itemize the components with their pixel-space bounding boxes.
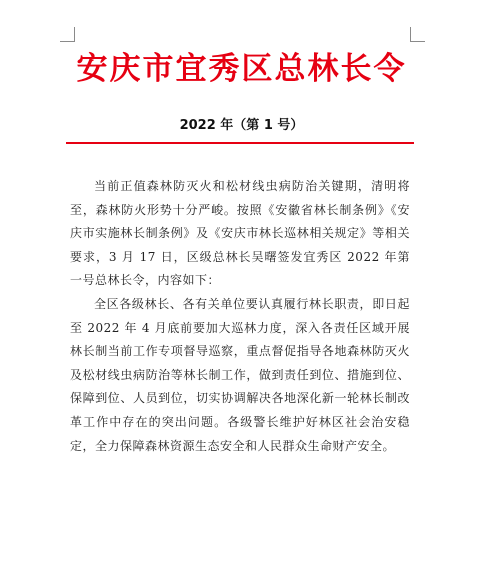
- document-body: [70, 175, 410, 458]
- body-paragraph-1: 当前正值森林防灭火和松材线虫病防治关键期，清明将至，森林防火形势十分严峻。按照《安徽省林长制条例》《安庆市实施林长制条例》及《安庆市林长巡林相关规定》等相关要求，3 月 17 日，区级总林长吴曙签发宜秀区 2022 年第一号总林长令，内容如下：: [70, 179, 410, 288]
- body-paragraph-2: 全区各级林长、各有关单位要认真履行林长职责，即日起至 2022 年 4 月底前要加大巡林力度，深入各责任区域开展林长制当前工作专项督导巡察，重点督促指导各地森林防灭火及松材线虫病防治等林长制工作，做到责任到位、措施到位、保障到位、人员到位，切实协调解决各地深化新一轮林长制改革工作中存在的突出问题。各级警长维护好林区社会治安稳定，全力保障森林资源生态安全和人民群众生命财产安全。: [70, 296, 410, 453]
- red-divider-line: [66, 142, 414, 144]
- crop-mark-top-right: [410, 27, 425, 42]
- document-number: 2022 年（第 1 号）: [179, 118, 304, 133]
- document-title: 安庆市宜秀区总林长令: [76, 51, 407, 87]
- crop-mark-top-left: [60, 27, 75, 42]
